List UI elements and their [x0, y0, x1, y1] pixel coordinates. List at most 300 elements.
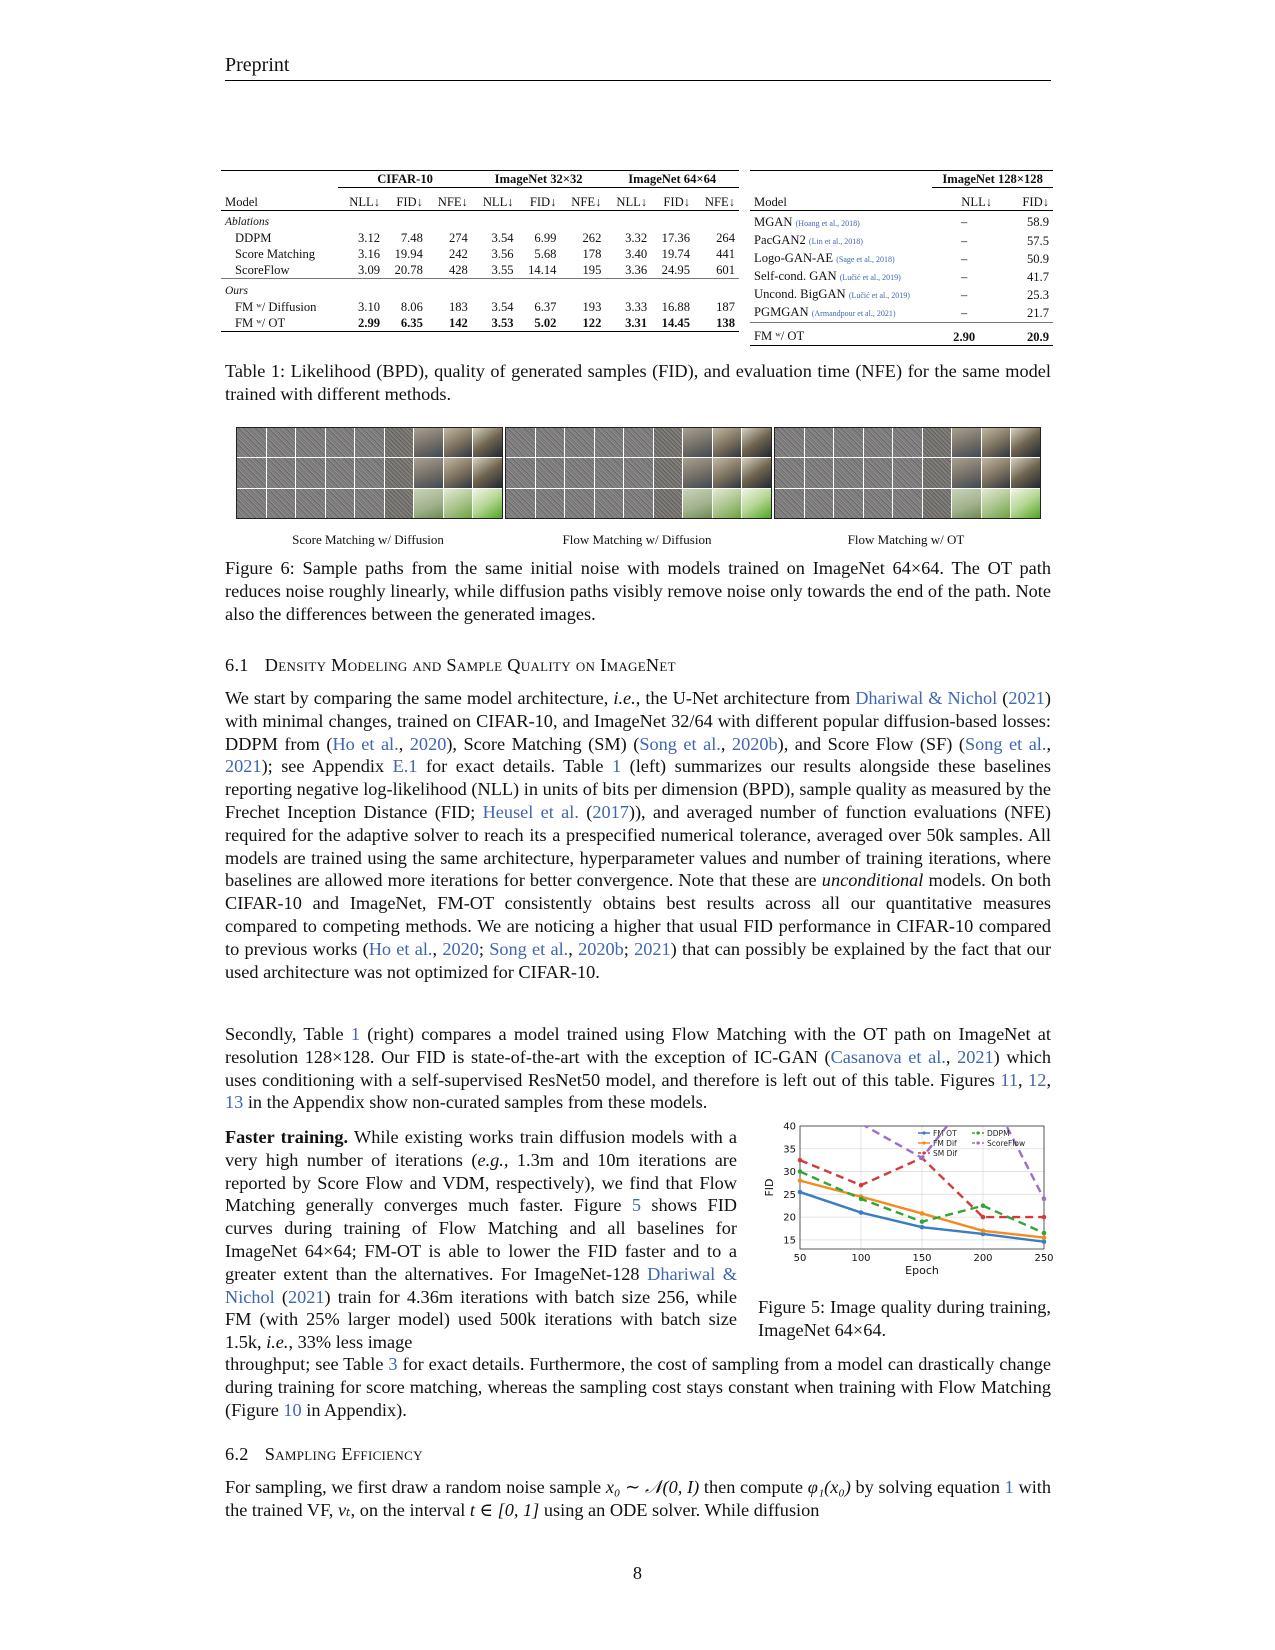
sample-image-tile	[237, 458, 266, 487]
body-text: (	[274, 1286, 288, 1307]
table-group-header-row	[750, 171, 1053, 188]
citation-link[interactable]: 2020	[442, 938, 479, 959]
citation-link[interactable]: 11	[1000, 1069, 1019, 1090]
legend-label: ScoreFlow	[987, 1139, 1026, 1148]
table-cell: 274	[448, 231, 468, 245]
sample-image-tile	[296, 428, 325, 457]
sample-image-tile	[506, 489, 535, 518]
figure6-label-fm-diffusion: Flow Matching w/ Diffusion	[562, 532, 712, 547]
table-cell: 3.54	[491, 231, 514, 245]
emphasis-text: i.e.	[613, 688, 636, 708]
y-tick-label: 20	[783, 1212, 796, 1224]
legend-marker	[922, 1151, 925, 1154]
table-cell: 262	[582, 231, 602, 245]
sample-image-tile	[923, 458, 952, 487]
data-point	[859, 1210, 864, 1215]
data-point	[1042, 1239, 1047, 1244]
table-cell: –	[961, 306, 968, 320]
table-cell: –	[961, 252, 968, 266]
table-row	[221, 230, 739, 246]
table-row-name	[750, 268, 932, 286]
table-row	[750, 232, 1053, 250]
sample-image-tile	[893, 458, 922, 487]
body-text: ,	[1046, 1069, 1052, 1090]
table-cell: 122	[582, 316, 602, 330]
table-row	[221, 315, 739, 332]
table-metric-header: NLL↓	[605, 188, 651, 211]
citation-link[interactable]: Song et al.	[964, 733, 1047, 754]
table-group-header: CIFAR-10	[338, 171, 472, 188]
figure6-caption: Figure 6: Sample paths from the same initial noise with models trained on ImageNet 64×64. The OT path reduces noise roughly linearly, while diffusion paths visibly remove noise only towards the end of the path. Note also the differences between the generated images.	[225, 558, 1051, 624]
body-text: ,	[945, 1046, 958, 1067]
section-number: 6.1	[225, 655, 249, 675]
citation-link[interactable]: 13	[225, 1092, 244, 1113]
citation-link[interactable]: Dhariwal & Nichol	[225, 1263, 738, 1307]
model-name: Self-cond. GAN	[754, 269, 840, 283]
sample-image-tile	[473, 428, 502, 457]
body-text: ,	[398, 733, 410, 754]
sample-image-tile	[326, 428, 355, 457]
sample-image-tile	[1011, 428, 1040, 457]
sample-image-tile	[923, 489, 952, 518]
sample-image-tile	[952, 428, 981, 457]
body-text: (	[578, 801, 593, 822]
body-text: (right) compares a model trained using Flow Matching with the OT path on ImageNet at resolution 128×128. Our FID is state-of-the-art with the exception of IC-GAN (	[225, 1024, 1052, 1067]
table-row-name	[750, 211, 932, 233]
body-text: then compute	[699, 1477, 808, 1497]
sample-image-tile	[444, 489, 473, 518]
sample-image-tile	[624, 428, 653, 457]
citation-link[interactable]: 2020b	[731, 733, 778, 754]
sample-image-tile	[834, 458, 863, 487]
table-row	[221, 299, 739, 315]
sample-image-tile	[326, 489, 355, 518]
y-tick-label: 35	[783, 1144, 796, 1156]
emphasis-text: unconditional	[821, 870, 924, 891]
table-metric-header-row	[221, 188, 739, 211]
sample-image-tile	[834, 428, 863, 457]
citation-link[interactable]: 2021	[634, 938, 671, 959]
faster-training-paragraph	[225, 1126, 737, 1354]
table-cell: 3.09	[358, 263, 381, 277]
body-text: ,	[1046, 733, 1052, 754]
table-cell: 5.02	[534, 316, 557, 330]
body-text: throughput; see Table	[225, 1354, 389, 1374]
table-metric-header: NFE↓	[560, 188, 605, 211]
body-text: While existing works train diffusion models with a very high number of iterations (	[225, 1127, 737, 1170]
citation-link[interactable]: Ho et al.	[332, 733, 399, 754]
sample-image-tile	[414, 489, 443, 518]
faster-training-paragraph-continued	[225, 1353, 1051, 1421]
table-cell: 264	[716, 231, 735, 245]
citation-link[interactable]: (Sage et al., 2018)	[836, 255, 895, 264]
sample-image-tile	[742, 489, 771, 518]
data-point	[1042, 1215, 1047, 1220]
section-title: Density Modeling and Sample Quality on ImageNet	[264, 655, 676, 675]
section-6-1-paragraph-1	[225, 687, 1051, 983]
table-row	[750, 286, 1053, 304]
table-cell: 3.31	[625, 316, 648, 330]
sample-image-tile	[742, 458, 771, 487]
citation-link[interactable]: (Armandpour et al., 2021)	[811, 309, 896, 318]
sample-image-tile	[713, 489, 742, 518]
body-text: For sampling, we first draw a random noise sample	[225, 1477, 606, 1497]
table-cell: 57.5	[1026, 234, 1049, 248]
data-point	[981, 1228, 986, 1233]
citation-link[interactable]: (Lučić et al., 2019)	[839, 273, 901, 282]
y-tick-label: 15	[783, 1235, 796, 1247]
body-text: )), and averaged number of function evaluations (NFE) required for the adaptive solver to reach its a prespecified numerical tolerance, averaged over 50k samples. All models are trained using the same architecture, hyperparameter values and number of training iterations, where baselines are allowed more iterations for better convergence. Note that these are	[225, 801, 1051, 891]
sample-image-tile	[654, 458, 683, 487]
data-point	[1042, 1235, 1047, 1240]
data-point	[920, 1219, 925, 1224]
table-cell: 3.32	[625, 231, 648, 245]
table-cell: 14.14	[528, 263, 557, 277]
emphasis-text: t ∈ [0, 1]	[469, 1499, 540, 1520]
citation-link[interactable]: (Lin et al., 2018)	[808, 237, 863, 246]
body-text: ) train for 4.36m iterations with batch size 256, while FM (with 25% larger model) used 500k iterations with batch size 1.5k,	[225, 1286, 737, 1353]
sample-image-tile	[864, 428, 893, 457]
table-cell: 138	[716, 316, 735, 330]
header-rule	[225, 80, 1051, 81]
sample-image-tile	[742, 428, 771, 457]
citation-link[interactable]: 12	[1028, 1069, 1047, 1090]
citation-link[interactable]: E.1	[392, 756, 418, 777]
body-text: , 1.3m and 10m iterations are reported by Score Flow and VDM, respectively), we find that Flow Matching generally converges much faster. Figure	[225, 1149, 738, 1216]
sample-image-tile	[982, 428, 1011, 457]
emphasis-text: e.g.	[477, 1149, 504, 1170]
body-text: with the trained VF,	[225, 1477, 1051, 1520]
sample-image-tile	[473, 489, 502, 518]
data-point	[798, 1178, 803, 1183]
table-cell: 3.16	[358, 247, 381, 261]
citation-link[interactable]: 2020	[409, 733, 447, 754]
citation-link[interactable]: 2017	[592, 801, 629, 822]
table-cell: –	[961, 288, 968, 302]
model-name: MGAN	[754, 215, 796, 229]
citation-link[interactable]: 10	[283, 1399, 302, 1420]
citation-link[interactable]: Song et al.	[639, 733, 721, 754]
section-6-1-heading	[225, 655, 676, 676]
figure6-strip-fm-diffusion	[505, 427, 772, 519]
sample-image-tile	[683, 458, 712, 487]
citation-link[interactable]: 1	[350, 1024, 361, 1044]
sample-image-tile	[864, 458, 893, 487]
data-point	[981, 1203, 986, 1208]
table-metric-header: FID↓	[518, 188, 561, 211]
sample-image-tile	[536, 489, 565, 518]
sample-image-tile	[506, 428, 535, 457]
table-cell: 428	[448, 263, 468, 277]
citation-link[interactable]: 2021	[1008, 688, 1045, 708]
sample-image-tile	[506, 458, 535, 487]
citation-link[interactable]: Heusel et al.	[482, 801, 579, 822]
sample-image-tile	[296, 458, 325, 487]
body-text: ,	[1018, 1069, 1029, 1090]
figure6-strip-fm-ot	[774, 427, 1041, 519]
sample-image-tile	[775, 458, 804, 487]
table-row-name	[750, 304, 932, 323]
citation-link[interactable]: 2021	[957, 1046, 994, 1067]
sample-image-tile	[805, 458, 834, 487]
table-cell: 6.35	[400, 316, 423, 330]
table-cell: 21.7	[1026, 306, 1049, 320]
table-cell: 3.56	[491, 247, 514, 261]
table-group-header-row	[221, 171, 739, 188]
body-text: , 33% less image	[288, 1332, 413, 1353]
table-row-name: DDPM	[235, 231, 272, 245]
citation-link[interactable]: 3	[388, 1354, 398, 1374]
legend-marker	[976, 1131, 979, 1134]
body-text: in Appendix).	[301, 1399, 407, 1420]
sample-image-tile	[473, 458, 502, 487]
sample-image-tile	[1011, 489, 1040, 518]
table-metric-header-row	[750, 188, 1053, 211]
table1-caption: Table 1: Likelihood (BPD), quality of generated samples (FID), and evaluation time (NFE) for the same model trained with different methods.	[225, 361, 1051, 404]
section-number: 6.2	[225, 1444, 249, 1464]
sample-image-tile	[595, 489, 624, 518]
sample-image-tile	[444, 428, 473, 457]
table-cell: 14.45	[661, 316, 690, 330]
table-cell: 242	[448, 247, 468, 261]
sample-image-tile	[775, 489, 804, 518]
emphasis-text: x₀ ∼ 𝒩(0, I)	[605, 1477, 700, 1497]
emphasis-text: vₜ	[337, 1499, 351, 1520]
running-header: Preprint	[225, 54, 290, 76]
sample-image-tile	[267, 458, 296, 487]
table-row	[750, 304, 1053, 323]
sample-image-tile	[237, 428, 266, 457]
sample-image-tile	[624, 458, 653, 487]
citation-link[interactable]: 1	[1004, 1477, 1014, 1497]
table-model-header: Model	[221, 188, 338, 211]
table-cell: 3.12	[358, 231, 381, 245]
table-metric-header: NLL↓	[338, 188, 384, 211]
table-row-name: Score Matching	[235, 247, 316, 261]
sample-image-tile	[267, 489, 296, 518]
legend-marker	[922, 1131, 925, 1134]
sample-image-tile	[536, 458, 565, 487]
y-tick-label: 25	[783, 1189, 796, 1201]
table-cell: 41.7	[1026, 270, 1049, 284]
figure6-label-score-matching: Score Matching w/ Diffusion	[292, 532, 444, 547]
sample-image-tile	[385, 489, 414, 518]
sample-image-tile	[595, 428, 624, 457]
table-section-label: Ours	[225, 285, 249, 297]
body-text: shows FID curves during training of Flow Matching and all baselines for ImageNet 64×64; FM-OT is able to lower the FID faster and to a greater extent than the alternatives. For ImageNet-128	[225, 1195, 738, 1284]
table-cell: 3.10	[358, 300, 381, 314]
sample-image-tile	[414, 458, 443, 487]
body-text: for exact details. Table	[417, 756, 612, 777]
sample-image-tile	[893, 428, 922, 457]
citation-link[interactable]: (Lučić et al., 2019)	[848, 291, 910, 300]
table-group-header: ImageNet 32×32	[472, 171, 606, 188]
emphasis-text: φ₁(x₀)	[807, 1477, 851, 1497]
sample-image-tile	[982, 489, 1011, 518]
emphasis-text: i.e.	[266, 1332, 289, 1353]
sample-image-tile	[444, 458, 473, 487]
sample-image-tile	[683, 489, 712, 518]
table-row-name: FM ʷ/ OT	[235, 316, 286, 330]
figure5-chart	[760, 1121, 1060, 1291]
body-text: (	[997, 688, 1009, 708]
body-text: in the Appendix show non-curated samples from these models.	[243, 1092, 708, 1113]
legend-label: SM Dif	[933, 1149, 958, 1158]
table-row-name: ScoreFlow	[235, 263, 290, 277]
table-cell: 193	[582, 300, 602, 314]
model-name: PacGAN2	[754, 233, 809, 247]
table-cell: 3.33	[625, 300, 648, 314]
sample-image-tile	[595, 458, 624, 487]
sample-image-tile	[414, 428, 443, 457]
table-cell: 3.36	[625, 263, 648, 277]
page-number: 8	[632, 1563, 643, 1583]
legend-marker	[976, 1141, 979, 1144]
citation-link[interactable]: Ho et al.	[368, 938, 433, 959]
table-cell: 187	[716, 300, 735, 314]
sample-image-tile	[834, 489, 863, 518]
sample-image-tile	[267, 428, 296, 457]
table-cell: –	[961, 234, 968, 248]
x-tick-label: 50	[793, 1253, 807, 1264]
sample-image-tile	[713, 428, 742, 457]
section-6-2-heading	[225, 1444, 423, 1465]
table-cell: 25.3	[1026, 288, 1049, 302]
table-cell: 183	[448, 300, 468, 314]
model-name: PGMGAN	[754, 305, 812, 319]
citation-link[interactable]: 2020b	[578, 938, 624, 959]
table-cell: 58.9	[1026, 214, 1049, 229]
sample-image-tile	[982, 458, 1011, 487]
table-model-header: Model	[750, 188, 932, 211]
table-metric-header: FID↓	[651, 188, 694, 211]
sample-image-tile	[326, 458, 355, 487]
table-row-ours	[750, 323, 1053, 346]
table-cell: 6.99	[534, 231, 557, 245]
table1-left	[221, 170, 739, 332]
y-tick-label: 40	[783, 1121, 796, 1133]
figure5-caption: Figure 5: Image quality during training, ImageNet 64×64.	[758, 1297, 1051, 1340]
section-6-2-paragraph-1	[225, 1476, 1051, 1522]
table-group-header: ImageNet 64×64	[605, 171, 739, 188]
table-cell: 50.9	[1026, 252, 1049, 266]
data-point	[1042, 1197, 1047, 1202]
table-cell: 601	[716, 263, 735, 277]
citation-link[interactable]: 2021	[287, 1286, 325, 1307]
sample-image-tile	[952, 458, 981, 487]
table-row	[750, 268, 1053, 286]
sample-image-tile	[355, 428, 384, 457]
table-row	[750, 211, 1053, 233]
body-text: ) which uses conditioning with a self-supervised ResNet50 model, and therefore is left out of this table. Figures	[225, 1046, 1052, 1090]
citation-link[interactable]: 5	[631, 1195, 641, 1216]
data-point	[920, 1211, 925, 1216]
table-cell: 24.95	[661, 263, 690, 277]
body-text: , on the interval	[350, 1499, 470, 1520]
table-cell: 5.68	[534, 247, 557, 261]
data-point	[859, 1197, 864, 1202]
body-text: Secondly, Table	[225, 1024, 351, 1044]
body-text: using an ODE solver. While diffusion	[539, 1499, 820, 1520]
figure6-label-fm-ot: Flow Matching w/ OT	[847, 532, 965, 547]
body-text: ,	[720, 733, 732, 754]
body-text: , the U-Net architecture from	[635, 688, 856, 708]
sample-image-tile	[1011, 458, 1040, 487]
sample-image-tile	[683, 428, 712, 457]
body-text: ,	[568, 938, 579, 959]
data-point	[859, 1183, 864, 1188]
body-text: ;	[623, 938, 635, 959]
sample-image-tile	[385, 458, 414, 487]
table-row-name: FM ʷ/ Diffusion	[235, 300, 317, 314]
table-cell: 142	[448, 316, 468, 330]
citation-link[interactable]: 2021	[225, 756, 262, 777]
sample-image-tile	[805, 428, 834, 457]
citation-link[interactable]: Song et al.	[489, 938, 569, 959]
table-group-header: ImageNet 128×128	[932, 171, 1053, 188]
table-cell	[221, 171, 338, 188]
body-text: ,	[432, 938, 443, 959]
table-row	[221, 262, 739, 279]
sample-image-tile	[355, 458, 384, 487]
x-tick-label: 100	[851, 1253, 871, 1264]
table-row-name: FM ʷ/ OT	[754, 329, 805, 343]
y-tick-label: 30	[783, 1167, 796, 1179]
x-axis-label: Epoch	[905, 1264, 939, 1277]
legend-label: FM Dif	[933, 1139, 957, 1148]
table-metric-header: NLL↓	[932, 188, 996, 211]
run-in-heading: Faster training.	[225, 1127, 349, 1147]
citation-link[interactable]: (Hoang et al., 2018)	[795, 219, 860, 228]
sample-image-tile	[296, 489, 325, 518]
table-section-row	[221, 279, 739, 300]
sample-image-tile	[237, 489, 266, 518]
table-cell: 20.78	[394, 263, 423, 277]
table-cell	[750, 171, 932, 188]
body-text: ) with minimal changes, trained on CIFAR-10, and ImageNet 32/64 with different popular diffusion-based losses: DDPM from (	[225, 688, 1051, 754]
section-6-1-paragraph-2	[225, 1023, 1051, 1114]
sample-image-tile	[713, 458, 742, 487]
table-cell: 3.40	[625, 247, 648, 261]
table-cell: 19.74	[661, 247, 690, 261]
citation-link[interactable]: Casanova et al.	[830, 1046, 946, 1067]
citation-link[interactable]: 1	[612, 756, 622, 777]
x-tick-label: 150	[912, 1253, 932, 1264]
table-cell: 3.53	[491, 316, 514, 330]
body-text: We start by comparing the same model architecture,	[225, 688, 614, 708]
y-axis-label: FID	[763, 1178, 776, 1197]
sample-image-tile	[565, 458, 594, 487]
sample-image-tile	[654, 489, 683, 518]
table-row	[221, 246, 739, 262]
data-point	[920, 1156, 925, 1161]
data-point	[798, 1190, 803, 1195]
table-cell: 441	[716, 247, 735, 261]
sample-image-tile	[385, 428, 414, 457]
table-cell: 8.06	[400, 300, 423, 314]
figure6-strip-score-matching	[236, 427, 503, 519]
body-text: models. On both CIFAR-10 and ImageNet, FM-OT consistently obtains best results across all our quantitative measures compared to competing methods. We are noticing a higher that usual FID performance in CIFAR-10 compared to previous works (	[225, 870, 1051, 959]
table-cell: 195	[582, 263, 602, 277]
model-name: Logo-GAN-AE	[754, 251, 837, 265]
data-point	[920, 1225, 925, 1230]
citation-link[interactable]: Dhariwal & Nichol	[855, 688, 998, 708]
table-metric-header: NFE↓	[694, 188, 739, 211]
table-cell: 2.99	[358, 316, 381, 330]
body-text: ;	[478, 938, 490, 959]
table-metric-header: FID↓	[996, 188, 1053, 211]
data-point	[1042, 1231, 1047, 1236]
